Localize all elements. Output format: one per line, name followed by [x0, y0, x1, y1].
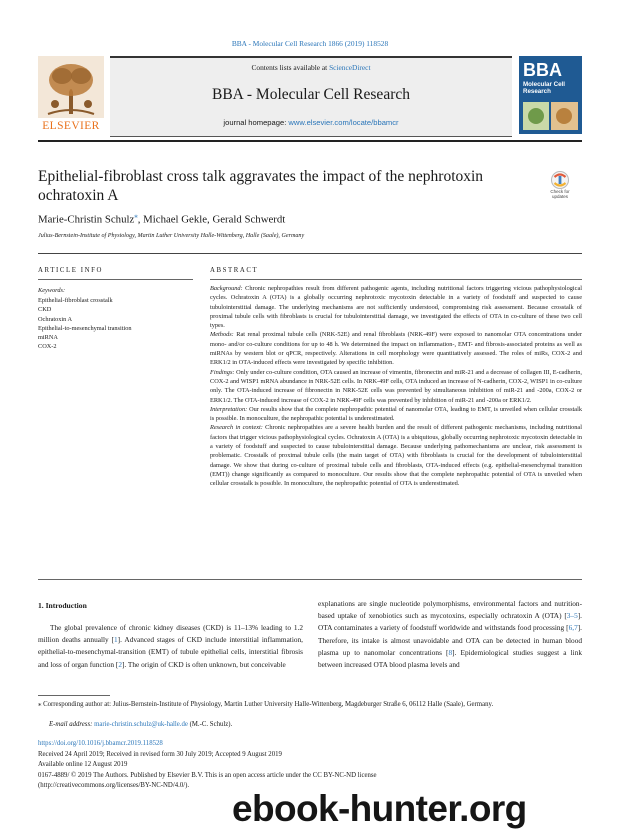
citation-link[interactable]: 6,7: [568, 623, 578, 633]
citation-link[interactable]: 1: [114, 635, 118, 645]
abstract-section-text: Chronic nephropathies are a severe health burden and the result of different pathogenic mechanisms, including nutritional factors that trigger vicious pathophysiological cycles. Ochratoxin A (OTA) is a ubiquitous, globally occurring nephrotoxic mycotoxin detectable in a variety of foodstuff and suspected to cause tubulointerstitial damage. Because underlying pathomechanisms are unclear, risk assessment is problematic. Crosstalk of proximal tubule cells (the main target of OTA) with fibroblasts is crucial for the development of tubulointerstitial damage. We show that during co-culture of proximal tubule cells and fibroblasts, OTA-induced effects (e.g. epithelial-mesenchymal transition (EMT)) change significantly as compared to monoculture. Our results show that the complete nephropathic potential of OTA is unveiled when cellular crosstalk is possible. In monoculture, the nephropathic potential of OTA is underestimated.: [210, 424, 582, 488]
article-info-heading: ARTICLE INFO: [38, 267, 104, 274]
citation-link[interactable]: 8: [448, 647, 453, 657]
body-text: ]. OTA contaminates a variety of foodstuff worldwide and withstands food processing [: [318, 611, 582, 633]
footnote-rule: [38, 695, 110, 696]
homepage-line: [110, 118, 512, 127]
copyright-line: 0167-4889/ © 2019 The Authors. Published by Elsevier B.V. This is an open access article under the CC BY-NC-ND license: [38, 771, 377, 779]
abstract-section-label: Research in context:: [210, 424, 263, 432]
abstract-end-rule: [38, 579, 582, 580]
keyword-item: miRNA: [38, 334, 58, 342]
journal-reference[interactable]: BBA - Molecular Cell Research 1866 (2019) 118528: [231, 39, 389, 48]
author-name[interactable]: Marie-Christin Schulz: [38, 213, 135, 226]
doi-link[interactable]: https://doi.org/10.1016/j.bbamcr.2019.118528: [38, 740, 163, 747]
abstract-section-label: Background:: [210, 285, 243, 292]
keyword-item: Epithelial-fibroblast crosstalk: [38, 297, 113, 304]
corresponding-author-mark[interactable]: ⁎: [134, 212, 138, 220]
license-url[interactable]: (http://creativecommons.org/licenses/BY-NC-ND/4.0/).: [38, 782, 190, 790]
section-heading-introduction: 1. Introduction: [38, 601, 87, 610]
abstract-paragraph: [210, 423, 582, 488]
abstract-heading: ABSTRACT: [210, 267, 259, 274]
cover-title: BBA: [523, 60, 562, 80]
elsevier-wordmark: ELSEVIER: [42, 120, 100, 132]
abstract-paragraph: [210, 368, 582, 405]
online-date: Available online 12 August 2019: [38, 761, 128, 769]
email-label: E-mail address:: [49, 721, 93, 728]
abstract-paragraph: [210, 405, 582, 424]
citation-link[interactable]: 2: [118, 659, 122, 669]
author-separator: ,: [207, 213, 213, 226]
corresponding-author-note: ⁎ Corresponding author at: Julius-Bernstein-Institute of Physiology, Martin Luther University Halle-Wittenberg, Magdeburger Straße 6, 06112 Halle (Saale), Germany.: [38, 701, 494, 708]
journal-cover-image[interactable]: [519, 56, 582, 134]
abstract-section-text: Only under co-culture condition, OTA caused an increase of vimentin, fibronectin and miR-21 and a decrease of collagen III, E-cadherin, COX-2 and WISP1 mRNA abundance in NRK-52E cells. In NRK-49F cells, OTA induced an increase of N-cadherin, COX-2, WISP1 in co-culture only. The OTA-induced increase of fibronectin in NRK-52E cells was prevented by simultaneous inhibition of miR-21 and -200a, COX-2 or ERK1/2. The OTA-induced increase of COX-2 in NRK-49F cells was prevented by inhibition of miR-21 and -200a or ERK1/2.: [210, 368, 582, 404]
body-text: ]. The origin of CKD is often unknown, but conceivable: [121, 659, 286, 669]
check-updates-icon: [545, 170, 575, 190]
abstract-section-text: Rat renal proximal tubule cells (NRK-52E) and renal fibroblasts (NRK-49F) were exposed to nanomolar OTA concentrations under mono- and/or co-culture conditions for up to 48 h. We determined the impact on inflammation-, EMT- and fibrosis-associated proteins as well as miRNAs by western blot or qPCR, respectively. Alterations in cell morphology were quantitatively assessed. The roles of miRs, COX-2 and ERK1/2 in OTA-induced effects were investigated by specific inhibition.: [210, 331, 582, 367]
abstract-paragraph: [210, 330, 582, 367]
keyword-item: Ochratoxin A: [38, 315, 73, 323]
author-name[interactable]: Michael Gekle: [143, 213, 208, 226]
email-note: [49, 721, 582, 728]
article-dates: Received 24 April 2019; Received in revised form 30 July 2019; Accepted 9 August 2019: [38, 750, 282, 758]
check-for-updates-button[interactable]: [545, 170, 575, 200]
abstract-paragraph: [210, 284, 582, 330]
body-text: explanations are single nucleotide polymorphisms, environmental factors and nutrition-based uptake of xenobiotics such as mycotoxins, especially ochratoxin A (OTA) [: [318, 599, 582, 621]
affiliation: Julius-Bernstein-Institute of Physiology, Martin Luther University Halle-Wittenberg, Halle (Saale), Germany: [38, 233, 305, 239]
abstract-section-label: Methods:: [210, 331, 234, 339]
keyword-item: CKD: [38, 306, 52, 314]
cover-subtitle: Molecular Cell Research: [523, 81, 565, 95]
elsevier-logo: [38, 56, 104, 134]
abstract-section-label: Interpretation:: [210, 405, 248, 413]
elsevier-tree-icon: [38, 56, 104, 118]
cover-graphic: [519, 100, 582, 134]
article-metadata: [38, 739, 582, 792]
body-text: ]. Advanced stages of CKD include interstitial inflammation, epithelial-to-mesenchymal-transition (EMT) of tubule epithelial cells, interstitial fibrosis and loss of organ function [: [38, 635, 303, 669]
body-text: ]. Therefore, its intake is almost unavoidable and OTA can be detected in human blood plasma up to nanomolar concentrations [: [318, 623, 582, 657]
citation-link[interactable]: 3–5: [566, 611, 578, 621]
email-suffix: (M.-C. Schulz).: [187, 721, 233, 728]
homepage-prefix: journal homepage:: [223, 118, 289, 127]
contents-line: [110, 63, 512, 72]
abstract-body: [210, 284, 582, 489]
contents-prefix: Contents lists available at: [251, 63, 330, 72]
keyword-item: COX-2: [38, 343, 57, 351]
homepage-link[interactable]: www.elsevier.com/locate/bbamcr: [288, 118, 399, 127]
email-link[interactable]: marie-christin.schulz@uk-halle.de: [94, 721, 188, 728]
header-rule: [38, 140, 582, 142]
check-updates-label: Check for updates: [550, 189, 570, 199]
abstract-section-text: Chronic nephropathies result from different pathogenic agents, including nutritional factors triggering vicious pathophysiological cycles. Ochratoxin A (OTA) is a globally occurring nephrotoxic mycotoxin detectable in a variety of foodstuff and suspected to cause tubulointerstitial damage. The underlying mechanisms are not sufficiently understood, compromising risk assessment. Because crosstalk of proximal tubule cells with fibroblasts is crucial for tubulointerstitial damage, we investigated the effects of OTA in co-culture of these two cell types.: [210, 285, 582, 330]
abstract-section-text: Our results show that the complete nephropathic potential of nanomolar OTA, leading to EMT, is unveiled when cellular crosstalk is possible. In monoculture, the nephropathic potential is underestimated.: [210, 405, 582, 423]
title-rule: [38, 253, 582, 254]
keyword-item: Epithelial-to-mesenchymal transition: [38, 324, 132, 332]
sciencedirect-link[interactable]: ScienceDirect: [329, 63, 371, 72]
article-info-rule: [38, 279, 193, 280]
intro-left-column: [38, 622, 303, 671]
abstract-section-label: Findings:: [210, 368, 235, 376]
body-text: ]. Epidemiological studies suggest a link between increased OTA blood plasma levels and: [318, 647, 582, 670]
abstract-rule: [210, 279, 582, 280]
author-name[interactable]: Gerald Schwerdt: [212, 213, 286, 226]
journal-title: BBA - Molecular Cell Research: [211, 86, 410, 103]
body-text: The global prevalence of chronic kidney diseases (CKD) is 11–13% leading to 1.2 million deaths annually [: [38, 623, 303, 645]
article-title: Epithelial-fibroblast cross talk aggravates the impact of the nephrotoxin ochratoxin A: [38, 168, 484, 204]
author-list: [38, 212, 285, 226]
author-separator: ,: [137, 213, 144, 226]
watermark-text: ebook-hunter.org: [232, 788, 527, 829]
keywords-label: Keywords:: [38, 287, 66, 294]
intro-right-column: [318, 598, 582, 671]
keywords-list: [38, 296, 198, 352]
